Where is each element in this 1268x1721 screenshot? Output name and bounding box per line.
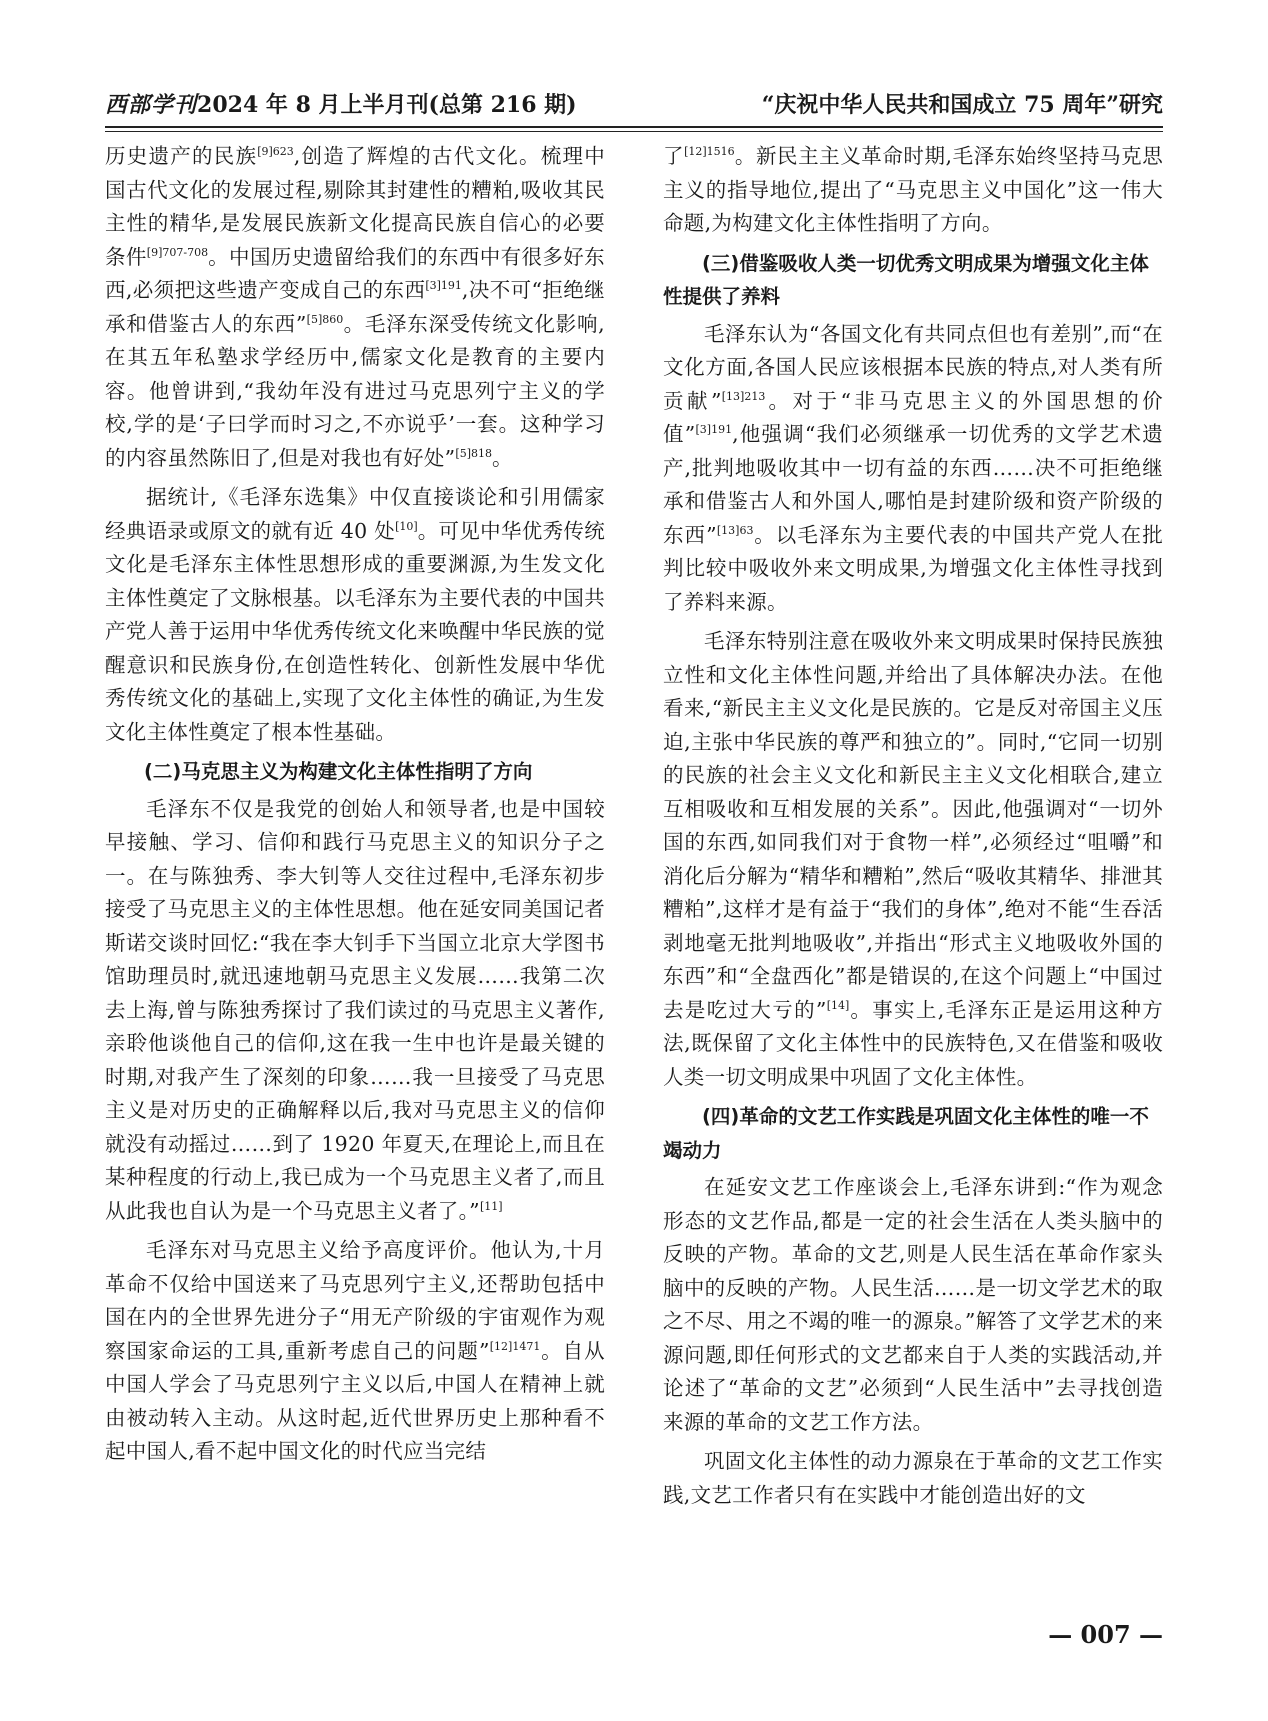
citation: [13]213 bbox=[721, 389, 766, 403]
citation: [9]707-708 bbox=[146, 245, 209, 259]
citation: [5]860 bbox=[306, 312, 344, 326]
paragraph: 在延安文艺工作座谈会上,毛泽东讲到:“作为观念形态的文艺作品,都是一定的社会生活在人类头脑中的反映的产物。革命的文艺,则是人民生活在革命作家头脑中的反映的产物。人民生活……是一切文学艺术的取之不尽、用之不竭的唯一的源泉。”解答了文学艺术的来源问题,即任何形式的文艺都来自于人类的实践活动,并论述了“革命的文艺”必须到“人民生活中”去寻找创造来源的革命的文艺工作方法。 bbox=[663, 1175, 1163, 1434]
paragraph: 毛泽东不仅是我党的创始人和领导者,也是中国较早接触、学习、信仰和践行马克思主义的知识分子之一。在与陈独秀、李大钊等人交往过程中,毛泽东初步接受了马克思主义的主体性思想。他在延安同美国记者斯诺交谈时回忆:“我在李大钊手下当国立北京大学图书馆助理员时,就迅速地朝马克思主义发展……我第二次去上海,曾与陈独秀探讨了我们读过的马克思主义著作,亲聆他谈他自己的信仰,这在我一生中也许是最关键的时期,对我产生了深刻的印象……我一旦接受了马克思主义是对历史的正确解释以后,我对马克思主义的信仰就没有动摇过……到了 1920 年夏天,在理论上,而且在某种程度的行动上,我已成为一个马克思主义者了,而且从此我也自认为是一个马克思主义者了。”[11] bbox=[105, 796, 605, 1223]
citation: [12]1471 bbox=[489, 1339, 541, 1353]
paragraph: 毛泽东认为“各国文化有共同点但也有差别”,而“在文化方面,各国人民应该根据本民族的特点,对人类有所贡献”$^{[13]213}$。对于“非马克思主义的外国思想的价值”$^{[3]191}$,他强调“我们必须继承一切优秀的文学艺术遗产,批判地吸收其中一切有益的东西……决不可拒绝继承和借鉴古人和外国人,哪怕是封建阶级和资产阶级的东西”$^{[13]63}$。以毛泽东为主要代表的中国共产党人在批判比较中吸收外来文明成果,为增强文化主体性寻找到了养料来源。 bbox=[663, 321, 1163, 614]
paragraph: 了$^{[12]1516}$。新民主主义革命时期,毛泽东始终坚持马克思主义的指导地位,提出了“马克思主义中国化”这一伟大命题,为构建文化主体性指明了方向。 bbox=[663, 144, 1163, 235]
section-heading: (三)借鉴吸收人类一切优秀文明成果为增强文化主体性提供了养料 bbox=[663, 251, 1149, 308]
page-number: — 007 — bbox=[1048, 1620, 1163, 1649]
header-rule bbox=[105, 126, 1163, 128]
section-heading: (二)马克思主义为构建文化主体性指明了方向 bbox=[144, 760, 533, 783]
paragraph: 毛泽东对马克思主义给予高度评价。他认为,十月革命不仅给中国送来了马克思列宁主义,还帮助包括中国在内的全世界先进分子“用无产阶级的宇宙观作为观察国家命运的工具,重新考虑自己的问题”$^{[12]1471}$。自从中国人学会了马克思列宁主义以后,中国人在精神上就由被动转入主动。从这时起,近代世界历史上那种看不起中国人,看不起中国文化的时代应当完结 bbox=[105, 1238, 605, 1463]
paragraph: 巩固文化主体性的动力源泉在于革命的文艺工作实践,文艺工作者只有在实践中才能创造出好的文 bbox=[663, 1449, 1163, 1507]
paragraph: 据统计,《毛泽东选集》中仅直接谈论和引用儒家经典语录或原文的就有近 40 处[10]。可见中华优秀传统文化是毛泽东主体性思想形成的重要渊源,为生发文化主体性奠定了文脉根基。以毛泽东为主要代表的中国共产党人善于运用中华优秀传统文化来唤醒中华民族的觉醒意识和民族身份,在创造性转化、创新性发展中华优秀传统文化的基础上,实现了文化主体性的确证,为生发文化主体性奠定了根本性基础。 bbox=[105, 485, 605, 744]
citation: [11] bbox=[479, 1199, 503, 1213]
citation: [10] bbox=[395, 519, 418, 533]
section-heading: (四)革命的文艺工作实践是巩固文化主体性的唯一不竭动力 bbox=[663, 1105, 1149, 1162]
citation: [3]191 bbox=[695, 423, 733, 436]
journal-logo: 西部学刊 bbox=[105, 92, 198, 118]
left-column bbox=[105, 140, 605, 1475]
citation: [5]818 bbox=[455, 446, 492, 460]
section-title: “庆祝中华人民共和国成立 75 周年”研究 bbox=[761, 92, 1163, 118]
citation: [9]623 bbox=[257, 145, 294, 158]
journal-issue bbox=[105, 88, 577, 119]
issue-info: 2024 年 8 月上半月刊(总第 216 期) bbox=[197, 92, 577, 118]
paragraph: 毛泽东特别注意在吸收外来文明成果时保持民族独立性和文化主体性问题,并给出了具体解决办法。在他看来,“新民主主义文化是民族的。它是反对帝国主义压迫,主张中华民族的尊严和独立的”。同时,“它同一切别的民族的社会主义文化和新民主主义文化相联合,建立互相吸收和互相发展的关系”。因此,他强调对“一切外国的东西,如同我们对于食物一样”,必须经过“咀嚼”和消化后分解为“精华和糟粕”,然后“吸收其精华、排泄其糟粕”,这样才是有益于“我们的身体”,绝对不能“生吞活剥地毫无批判地吸收”,并指出“形式主义地吸收外国的东西”和“全盘西化”都是错误的,在这个问题上“中国过去是吃过大亏的”[14]。事实上,毛泽东正是运用这种方法,既保留了文化主体性中的民族特色,又在借鉴和吸收人类一切文明成果中巩固了文化主体性。 bbox=[663, 629, 1163, 1089]
citation: [12]1516 bbox=[684, 145, 735, 158]
citation: [3]191 bbox=[425, 279, 462, 292]
right-column bbox=[663, 140, 1163, 1518]
citation: [13]63 bbox=[716, 523, 754, 537]
paragraph: 历史遗产的民族$^{[9]623}$,创造了辉煌的古代文化。梳理中国古代文化的发展过程,剔除其封建性的糟粕,吸收其民主性的精华,是发展民族新文化提高民族自信心的必要条件$^{[9]707-708}$。中国历史遗留给我们的东西中有很多好东西,必须把这些遗产变成自己的东西$^{[3]191}$,决不可“拒绝继承和借鉴古人的东西”$^{[5]860}$。毛泽东深受传统文化影响,在其五年私塾求学经历中,儒家文化是教育的主要内容。他曾讲到,“我幼年没有进过马克思列宁主义的学校,学的是‘子曰学而时习之,不亦说乎’一套。这种学习的内容虽然陈旧了,但是对我也有好处”$^{[5]818}$。 bbox=[105, 144, 605, 470]
header-rule-thin bbox=[105, 131, 1163, 132]
running-header bbox=[105, 88, 1163, 124]
citation: [14] bbox=[826, 998, 850, 1012]
